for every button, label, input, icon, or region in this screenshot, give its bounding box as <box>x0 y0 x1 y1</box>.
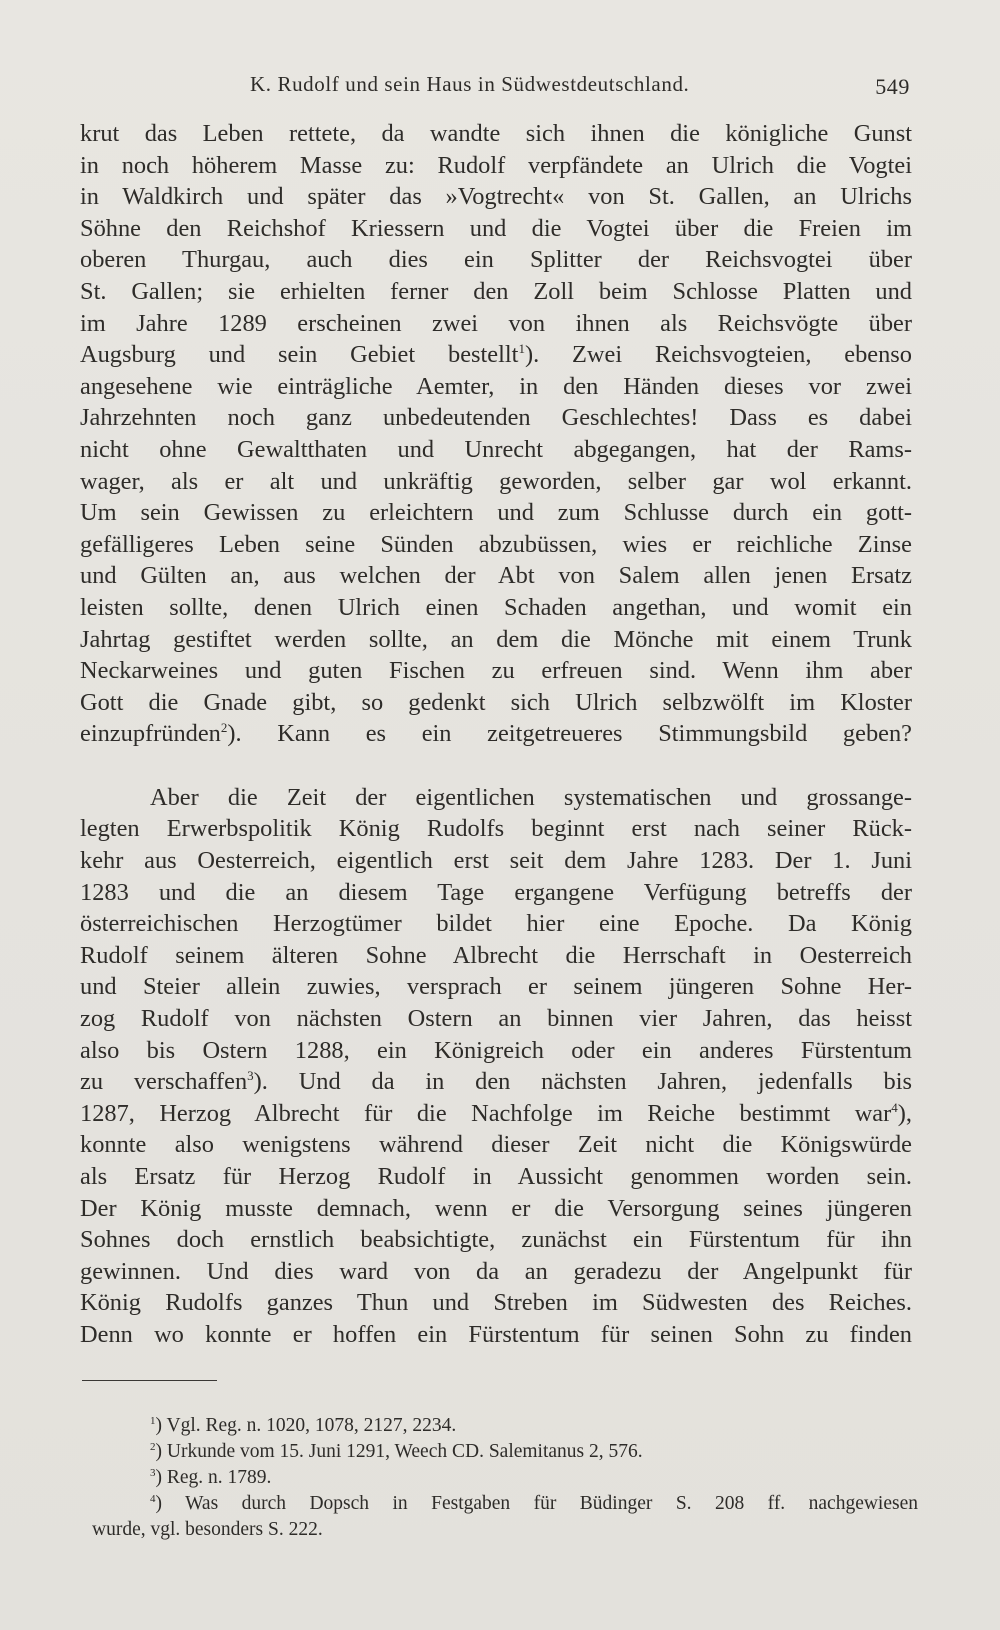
footnote-2 <box>80 1439 918 1465</box>
text-line <box>80 718 912 750</box>
footnotes <box>80 1413 918 1543</box>
text-line: Gott die Gnade gibt, so gedenkt sich Ulrich selbzwölft im Kloster <box>80 688 912 716</box>
footnote-4-continuation <box>80 1517 918 1543</box>
text-line: in noch höherem Masse zu: Rudolf verpfändete an Ulrich die Vogtei <box>80 151 912 179</box>
text-line: österreichischen Herzogtümer bildet hier eine Epoche. Da König <box>80 910 912 938</box>
text-line: Rudolf seinem älteren Sohne Albrecht die Herrschaft in Oesterreich <box>80 941 912 969</box>
text-line: und Steier allein zuwies, versprach er seinem jüngeren Sohne Her- <box>80 973 912 1001</box>
text-segment: einzupfründen <box>80 720 221 748</box>
text-segment: zu verschaffen <box>80 1068 248 1096</box>
footnote-text: ) Vgl. Reg. n. 1020, 1078, 2127, 2234. <box>155 1415 457 1436</box>
text-line <box>80 1066 912 1098</box>
text-line: Der König musste demnach, wenn er die Versorgung seines jüngeren <box>80 1194 912 1222</box>
text-line: als Ersatz für Herzog Rudolf in Aussicht genommen worden sein. <box>80 1163 912 1190</box>
text-line: Jahrzehnten noch ganz unbedeutenden Geschlechtes! Dass es dabei <box>80 404 912 432</box>
footnote-ref: 2 <box>220 720 228 736</box>
text-line: nicht ohne Gewaltthaten und Unrecht abgegangen, hat der Rams- <box>80 435 912 463</box>
text-segment: 1287, Herzog Albrecht für die Nachfolge im Reiche bestimmt war <box>80 1099 892 1127</box>
text-line: Söhne den Reichshof Kriessern und die Vogtei über die Freien im <box>80 214 912 242</box>
footnote-text: ) Reg. n. 1789. <box>155 1467 272 1488</box>
text-line: Denn wo konnte er hoffen ein Fürstentum für seinen Sohn zu finden <box>80 1320 912 1348</box>
footnote-ref: 4 <box>891 1099 898 1115</box>
page-number: 549 <box>875 74 910 99</box>
text-line: im Jahre 1289 erscheinen zwei von ihnen als Reichsvögte über <box>80 309 912 337</box>
text-segment: Augsburg und sein Gebiet bestellt <box>80 341 519 369</box>
text-line: 1283 und die an diesem Tage ergangene Verfügung betreffs der <box>80 878 912 906</box>
footnote-3 <box>80 1465 918 1491</box>
text-line: oberen Thurgau, auch dies ein Splitter der Reichsvogtei über <box>80 246 912 274</box>
text-line: also bis Ostern 1288, ein Königreich oder ein anderes Fürstentum <box>80 1036 912 1064</box>
text-line <box>80 1098 912 1130</box>
text-line: Sohnes doch ernstlich beabsichtigte, zunächst ein Fürstentum für ihn <box>80 1226 912 1254</box>
footnote-marker: 2 <box>150 1441 156 1453</box>
text-line: Um sein Gewissen zu erleichtern und zum Schlusse durch ein gott- <box>80 499 912 527</box>
text-line: leisten sollte, denen Ulrich einen Schaden angethan, und womit ein <box>80 593 912 621</box>
text-segment: ). Kann es ein zeitgetreueres Stimmungsbild geben? <box>227 720 912 748</box>
running-title: K. Rudolf und sein Haus in Südwestdeutschland. <box>250 72 690 96</box>
footnote-1 <box>80 1413 918 1439</box>
footnote-marker: 1 <box>150 1415 156 1427</box>
text-line: St. Gallen; sie erhielten ferner den Zoll beim Schlosse Platten und <box>80 277 912 305</box>
footnote-ref: 3 <box>247 1068 254 1084</box>
paragraph-gap <box>80 750 912 782</box>
text-line: in Waldkirch und später das »Vogtrecht« von St. Gallen, an Ulrichs <box>80 183 912 211</box>
text-line: kehr aus Oesterreich, eigentlich erst seit dem Jahre 1283. Der 1. Juni <box>80 847 912 875</box>
text-line: angesehene wie einträgliche Aemter, in den Händen dieses vor zwei <box>80 372 912 400</box>
text-line: gewinnen. Und dies ward von da an geradezu der Angelpunkt für <box>80 1257 912 1285</box>
text-line: legten Erwerbspolitik König Rudolfs beginnt erst nach seiner Rück- <box>80 815 912 843</box>
footnote-text: ) Was durch Dopsch in Festgaben für Büdinger S. 208 ff. nachgewiesen <box>155 1493 918 1514</box>
text-line: Aber die Zeit der eigentlichen systematischen und grossange- <box>150 783 912 811</box>
footnote-marker: 3 <box>150 1467 156 1479</box>
footnote-text: ) Urkunde vom 15. Juni 1291, Weech CD. Salemitanus 2, 576. <box>155 1441 643 1462</box>
text-segment: ), <box>897 1099 912 1127</box>
main-text <box>80 118 912 1351</box>
footnote-ref: 1 <box>518 341 525 357</box>
footnote-marker: 4 <box>150 1493 156 1505</box>
text-line <box>80 339 912 371</box>
footnote-4 <box>80 1491 918 1517</box>
text-line: Jahrtag gestiftet werden sollte, an dem die Mönche mit einem Trunk <box>80 625 912 653</box>
text-line: gefälligeres Leben seine Sünden abzubüssen, wies er reichliche Zinse <box>80 530 912 558</box>
text-line: krut das Leben rettete, da wandte sich ihnen die königliche Gunst <box>80 120 912 147</box>
page-header <box>80 72 910 102</box>
text-line: und Gülten an, aus welchen der Abt von Salem allen jenen Ersatz <box>80 562 912 590</box>
footnote-rule <box>82 1380 217 1381</box>
text-line: Neckarweines und guten Fischen zu erfreuen sind. Wenn ihm aber <box>80 657 912 685</box>
text-segment: ). Und da in den nächsten Jahren, jedenfalls bis <box>253 1068 912 1096</box>
text-line: König Rudolfs ganzes Thun und Streben im Südwesten des Reiches. <box>80 1289 912 1317</box>
text-segment: ). Zwei Reichsvogteien, ebenso <box>524 341 912 369</box>
text-line: zog Rudolf von nächsten Ostern an binnen vier Jahren, das heisst <box>80 1005 912 1033</box>
text-line: konnte also wenigstens während dieser Zeit nicht die Königswürde <box>80 1131 912 1159</box>
footnote-text: wurde, vgl. besonders S. 222. <box>92 1519 323 1540</box>
text-line: wager, als er alt und unkräftig geworden, selber gar wol erkannt. <box>80 467 912 495</box>
